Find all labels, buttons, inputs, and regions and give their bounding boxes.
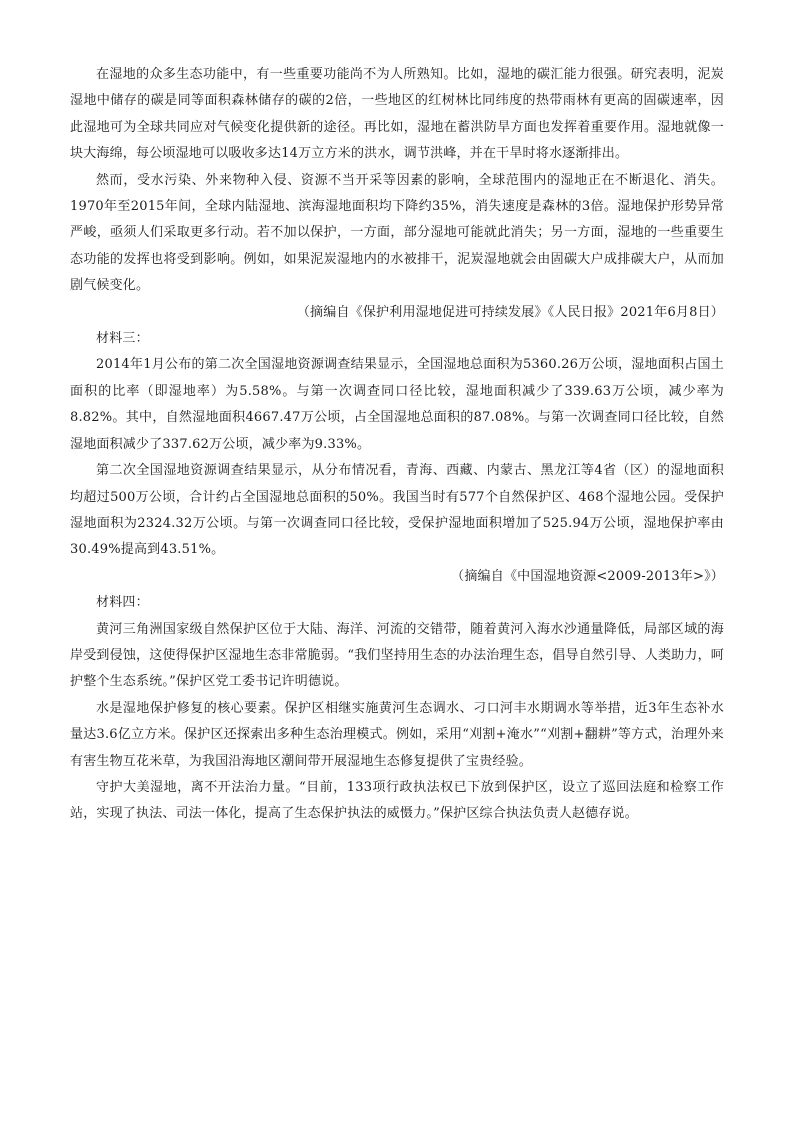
paragraph: 水是湿地保护修复的核心要素。保护区相继实施黄河生态调水、刁口河丰水期调水等举措，近3年生态补水量达3.6亿立方米。保护区还探索出多种生态治理模式。例如，采用“刈割+淹水”“刈割+翻耕”等方式，治理外来有害生物互花米草，为我国沿海地区潮间带开展湿地生态修复提供了宝贵经验。 <box>70 700 724 769</box>
paragraph: 然而，受水污染、外来物种入侵、资源不当开采等因素的影响，全球范围内的湿地正在不断退化、消失。1970年至2015年间，全球内陆湿地、滨海湿地面积均下降约35%，消失速度是森林的3倍。湿地保护形势异常严峻，亟须人们采取更多行动。若不加以保护，一方面，部分湿地可能就此消失；另一方面，湿地的一些重要生态功能的发挥也将受到影响。例如，如果泥炭湿地内的水被排干，泥炭湿地就会由固碳大户成排碳大户，从而加剧气候变化。 <box>70 172 724 294</box>
material-three-heading: 材料三： <box>96 331 149 347</box>
material-four-heading: 材料四： <box>96 595 149 611</box>
paragraph: 守护大美湿地，离不开法治力量。“目前，133项行政执法权已下放到保护区，设立了巡回法庭和检察工作站，实现了执法、司法一体化，提高了生态保护执法的威慑力。”保护区综合执法负责人赵德存说。 <box>70 779 724 822</box>
paragraph: 黄河三角洲国家级自然保护区位于大陆、海洋、河流的交错带，随着黄河入海水沙通量降低，局部区域的海岸受到侵蚀，这使得保护区湿地生态非常脆弱。“我们坚持用生态的办法治理生态，倡导自然引导、人类助力，呵护整个生态系统。”保护区党工委书记许明德说。 <box>70 621 724 690</box>
paragraph: 第二次全国湿地资源调查结果显示，从分布情况看，青海、西藏、内蒙古、黑龙江等4省（区）的湿地面积均超过500万公顷，合计约占全国湿地总面积的50%。我国当时有577个自然保护区、468个湿地公园。受保护湿地面积为2324.32万公顷。与第一次调查同口径比较，受保护湿地面积增加了525.94万公顷，湿地保护率由30.49%提高到43.51%。 <box>70 463 724 558</box>
document-page <box>70 62 724 828</box>
paragraph: 2014年1月公布的第二次全国湿地资源调查结果显示，全国湿地总面积为5360.26万公顷，湿地面积占国土面积的比率（即湿地率）为5.58%。与第一次调查同口径比较，湿地面积减少了339.63万公顷，减少率为8.82%。其中，自然湿地面积4667.47万公顷，占全国湿地总面积的87.08%。与第一次调查同口径比较，自然湿地面积减少了337.62万公顷，减少率为9.33%。 <box>70 357 724 452</box>
paragraph: 在湿地的众多生态功能中，有一些重要功能尚不为人所熟知。比如，湿地的碳汇能力很强。研究表明，泥炭湿地中储存的碳是同等面积森林储存的碳的2倍，一些地区的红树林比同纬度的热带雨林有更高的固碳速率，因此湿地可为全球共同应对气候变化提供新的途径。再比如，湿地在蓄洪防旱方面也发挥着重要作用。湿地就像一块大海绵，每公顷湿地可以吸收多达14万立方米的洪水，调节洪峰，并在干旱时将水逐渐排出。 <box>70 67 724 162</box>
source-citation: （摘编自《中国湿地资源<2009-2013年>》） <box>451 568 724 584</box>
source-citation: （摘编自《保护利用湿地促进可持续发展》《人民日报》2021年6月8日） <box>296 304 724 320</box>
